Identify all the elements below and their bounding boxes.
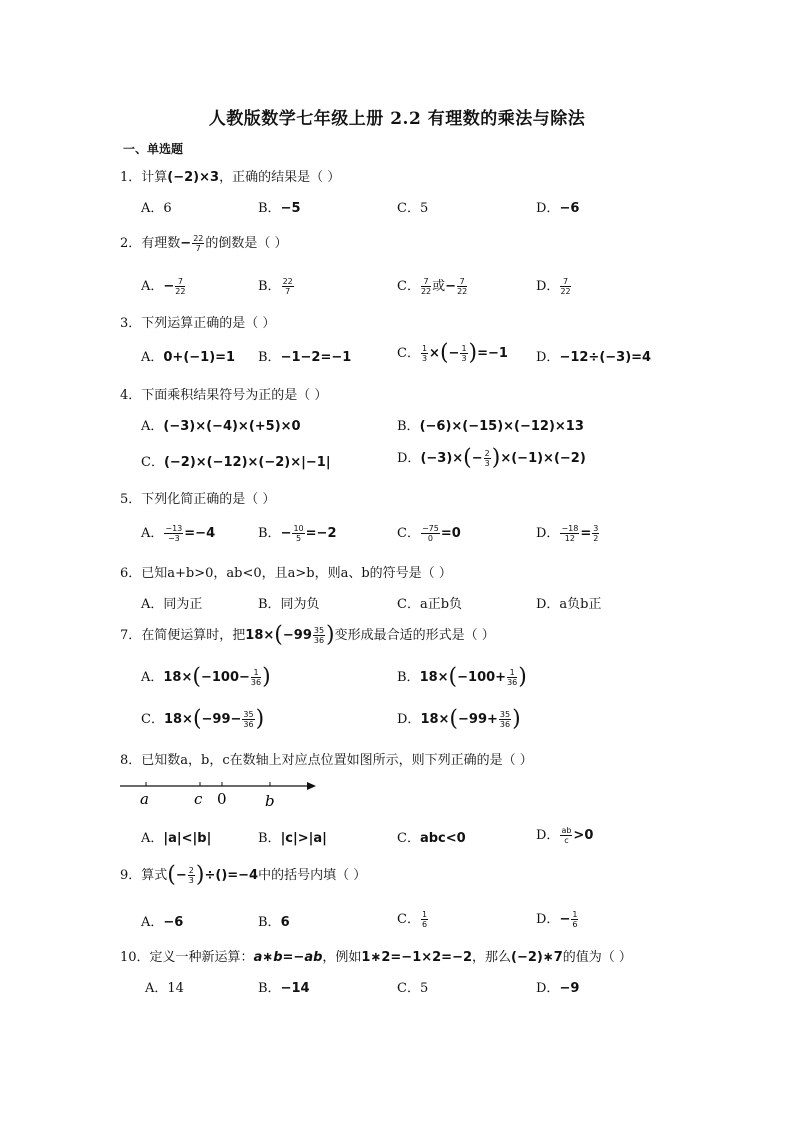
option-b [258, 911, 290, 930]
denominator: 36 [507, 678, 518, 687]
fraction [282, 277, 294, 296]
numerator: 1 [251, 668, 261, 678]
numerator: 2 [484, 449, 490, 458]
question-8 [120, 749, 533, 768]
question-text: 已知a+b>0，ab<0，且a>b，则a、b的符号是（ ） [141, 566, 452, 581]
option-value: −99− [201, 712, 242, 727]
times-sign: × [429, 346, 440, 361]
minus-sign: − [445, 279, 457, 294]
number-line-diagram [120, 776, 320, 810]
numerator: 1 [421, 910, 428, 919]
question-number: 9． [120, 868, 142, 883]
numerator: 35 [313, 626, 325, 635]
question-2 [120, 232, 288, 253]
option-c [141, 708, 264, 730]
paren-open: ( [449, 706, 459, 732]
denominator: −3 [167, 534, 180, 543]
section-heading: 一、单选题 [123, 142, 184, 156]
paren-close: ) [512, 706, 521, 732]
option-a [141, 275, 186, 296]
option-b [397, 415, 584, 434]
option-d [536, 522, 600, 543]
question-number: 7． [120, 628, 142, 643]
denominator: 22 [560, 287, 571, 296]
option-label: A． [141, 831, 164, 846]
question-text: 变形成最合适的形式是（ ） [334, 628, 495, 643]
option-a [141, 827, 211, 846]
option-label: D． [536, 912, 560, 927]
option-label: B． [258, 915, 281, 930]
axis-label-b: b [265, 792, 275, 810]
option-b [397, 666, 527, 688]
denominator: 22 [175, 287, 186, 296]
mixed-number: −99 [282, 628, 312, 643]
equals-sign: = [580, 526, 592, 541]
numerator: 2 [188, 866, 194, 875]
paren-open: ( [167, 862, 176, 888]
option-a: A．同为正 [141, 597, 203, 612]
paren-close: ) [255, 706, 265, 732]
question-5 [120, 488, 275, 507]
question-text: 下面乘积结果符号为正的是（ ） [141, 388, 328, 403]
denominator: 7 [195, 244, 201, 253]
option-label: C． [397, 279, 420, 294]
minus-sign: − [280, 526, 292, 541]
denominator: 3 [421, 354, 428, 363]
denominator: 2 [593, 534, 599, 543]
minus-sign: − [180, 236, 192, 251]
option-value: 18× [419, 670, 449, 685]
option-label: D． [536, 279, 560, 294]
axis-label-c: c [194, 790, 203, 808]
denominator: 22 [457, 287, 468, 296]
denominator: 12 [564, 534, 575, 543]
option-label: B． [397, 419, 420, 434]
option-d [536, 908, 579, 929]
question-number: 2． [120, 236, 142, 251]
option-a [141, 666, 271, 688]
option-c [397, 827, 466, 846]
or-text: 或 [432, 279, 446, 294]
option-label: D． [536, 526, 560, 541]
option-value: −14 [280, 981, 310, 996]
option-label: B． [258, 981, 281, 996]
fraction [421, 910, 428, 929]
question-text: 有理数 [141, 236, 181, 251]
denominator: 3 [484, 459, 490, 468]
option-value: (−2)×(−12)×(−2)×|−1| [163, 455, 331, 470]
option-value: −5 [280, 201, 301, 216]
denominator: 6 [572, 920, 578, 929]
paren-close: ) [491, 445, 501, 471]
denominator: 0 [427, 534, 433, 543]
denominator: 3 [188, 876, 194, 885]
option-a: A．6 [141, 201, 172, 216]
fraction [188, 866, 195, 885]
fraction [242, 710, 254, 729]
option-value: =−2 [305, 526, 337, 541]
option-c [397, 908, 429, 929]
fraction [251, 668, 261, 687]
paren-open: ( [448, 664, 458, 690]
option-value: −6 [163, 915, 184, 930]
numerator: 35 [499, 710, 511, 719]
question-1 [120, 166, 340, 185]
fraction [560, 524, 579, 543]
option-label: A． [141, 419, 164, 434]
arrow-icon [307, 782, 316, 790]
denominator: 3 [461, 354, 467, 363]
denominator: c [564, 836, 569, 845]
axis-label-zero: 0 [217, 790, 227, 808]
option-d: D．a负b正 [536, 597, 602, 612]
math-expression: (−2)×3 [167, 170, 220, 185]
option-label: B． [258, 831, 281, 846]
option-b [258, 522, 337, 543]
question-3 [120, 312, 275, 331]
fraction [592, 524, 599, 543]
paren-close: ) [518, 664, 527, 690]
question-text: 的倒数是（ ） [205, 236, 288, 251]
denominator: 36 [499, 720, 511, 729]
option-label: C． [397, 912, 420, 927]
option-value: −100+ [457, 670, 507, 685]
math-expression: ÷()=−4 [204, 868, 259, 883]
paren-close: ) [195, 862, 205, 888]
numerator: ab [561, 826, 572, 835]
paren-close: ) [326, 622, 335, 648]
denominator: 36 [243, 720, 254, 729]
option-c: C．a正b负 [397, 597, 463, 612]
numerator: 7 [175, 277, 185, 287]
page-title: 人教版数学七年级上册 2.2 有理数的乘法与除法 [208, 109, 586, 129]
option-c [397, 522, 461, 543]
numerator: 35 [243, 710, 254, 719]
option-value: (−6)×(−15)×(−12)×13 [419, 419, 584, 434]
option-label: D． [397, 712, 421, 727]
option-label: A． [141, 915, 164, 930]
option-b [258, 827, 327, 846]
option-a [141, 911, 183, 930]
option-label: B． [397, 670, 420, 685]
question-number: 8． [120, 753, 142, 768]
numerator: 7 [421, 277, 431, 287]
option-value: abc<0 [419, 831, 466, 846]
fraction [571, 910, 578, 929]
numerator: 22 [193, 234, 204, 243]
minus-sign: − [163, 279, 175, 294]
fraction [457, 277, 467, 296]
option-label: A． [141, 350, 164, 365]
option-value: 6 [280, 915, 290, 930]
option-a [141, 415, 301, 434]
paren-open: ( [463, 445, 472, 471]
option-d [536, 824, 593, 845]
option-label: B． [258, 350, 281, 365]
option-label: C． [397, 526, 420, 541]
paren-close: ) [262, 664, 271, 690]
math-expression: (−2)∗7 [511, 950, 563, 965]
question-text: 定义一种新运算： [149, 950, 254, 965]
question-number: 1． [120, 170, 142, 185]
question-number: 6． [120, 566, 142, 581]
fraction [421, 524, 440, 543]
question-text: 的值为（ ） [562, 950, 632, 965]
option-label: A． [141, 526, 164, 541]
question-text: ，例如 [322, 950, 362, 965]
option-value: −12÷(−3)=4 [559, 350, 652, 365]
question-text: 下列运算正确的是（ ） [141, 316, 276, 331]
question-text: 在简便运算时，把 [141, 628, 246, 643]
option-label: C． [397, 346, 420, 361]
option-a: A．14 [145, 981, 184, 996]
math-expression: a∗b=−ab [253, 950, 323, 965]
numerator: 1 [461, 344, 467, 353]
option-label: A． [141, 279, 164, 294]
option-label: D． [536, 350, 560, 365]
denominator: 7 [285, 287, 291, 296]
fraction [560, 826, 572, 845]
numerator: 1 [421, 344, 428, 353]
question-text: 计算 [141, 170, 168, 185]
option-c [141, 451, 331, 470]
denominator: 5 [296, 534, 302, 543]
option-label: B． [258, 201, 281, 216]
option-label: C． [141, 455, 164, 470]
option-value: 18× [420, 712, 450, 727]
paren-open: ( [192, 706, 202, 732]
question-text: 下列化简正确的是（ ） [141, 492, 276, 507]
question-10 [120, 946, 632, 965]
option-label: B． [258, 279, 281, 294]
option-label: D． [536, 201, 560, 216]
option-value: −6 [559, 201, 580, 216]
option-c [397, 275, 468, 296]
option-label: B． [258, 526, 281, 541]
paren-open: ( [274, 622, 283, 648]
fraction [313, 626, 325, 645]
option-value: 18× [163, 712, 193, 727]
option-value: (−3)×(−4)×(+5)×0 [163, 419, 301, 434]
option-value: −100− [200, 670, 250, 685]
option-value: |c|>|a| [280, 831, 327, 846]
option-value: ×(−1)×(−2) [500, 451, 586, 466]
numerator: −18 [561, 524, 579, 533]
numerator: −75 [421, 524, 439, 533]
question-6 [120, 562, 452, 581]
option-label: D． [397, 451, 421, 466]
numerator: 22 [282, 277, 293, 286]
option-c: C．5 [397, 981, 429, 996]
numerator: 7 [457, 277, 467, 287]
denominator: 36 [250, 678, 262, 687]
option-value: |a|<|b| [163, 831, 212, 846]
minus-sign: − [559, 912, 571, 927]
question-7 [120, 624, 495, 646]
question-text: ，那么 [472, 950, 512, 965]
option-d [536, 197, 579, 216]
option-value: =0 [440, 526, 461, 541]
fraction [292, 524, 304, 543]
option-a [141, 522, 215, 543]
option-value: (−3)× [420, 451, 464, 466]
option-b [258, 275, 295, 296]
option-b: B．同为负 [258, 597, 320, 612]
question-text: 已知数a，b，c在数轴上对应点位置如图所示，则下列正确的是（ ） [141, 753, 533, 768]
minus-sign: − [175, 868, 187, 883]
option-b [258, 977, 310, 996]
math-expression: 1∗2=−1×2=−2 [361, 950, 473, 965]
fraction [421, 344, 428, 363]
minus-sign: − [471, 451, 483, 466]
question-text: 算式 [141, 868, 168, 883]
denominator: 6 [421, 920, 428, 929]
option-label: C． [397, 831, 420, 846]
option-c: C．5 [397, 201, 429, 216]
option-value: −1−2=−1 [280, 350, 352, 365]
option-label: A． [141, 670, 164, 685]
fraction [421, 277, 431, 296]
question-text: ，正确的结果是（ ） [219, 170, 341, 185]
denominator: 36 [313, 636, 325, 645]
option-d [536, 275, 572, 296]
question-text: 中的括号内填（ ） [258, 868, 367, 883]
denominator: 22 [420, 287, 432, 296]
option-value: =−4 [184, 526, 216, 541]
fraction [164, 524, 183, 543]
numerator: 7 [560, 277, 570, 287]
option-d [397, 708, 521, 730]
option-value: >0 [573, 828, 594, 843]
option-value: 18× [163, 670, 193, 685]
option-label: D． [536, 828, 560, 843]
fraction [484, 449, 491, 468]
option-label: C． [141, 712, 164, 727]
question-number: 10． [120, 950, 150, 965]
fraction [507, 668, 517, 687]
question-4 [120, 384, 327, 403]
numerator: 1 [507, 668, 517, 678]
option-value: 0+(−1)=1 [163, 350, 236, 365]
question-number: 3． [120, 316, 142, 331]
option-c [397, 342, 508, 364]
option-value: −9 [559, 981, 580, 996]
option-d [536, 977, 579, 996]
axis-label-a: a [140, 790, 149, 808]
paren-close: ) [468, 340, 478, 366]
numerator: 3 [593, 524, 599, 533]
question-number: 4． [120, 388, 142, 403]
option-d [397, 447, 586, 469]
option-b [258, 346, 351, 365]
numerator: −13 [165, 524, 183, 533]
fraction [460, 344, 467, 363]
option-a [141, 346, 235, 365]
math-expression: 18× [245, 628, 275, 643]
question-9 [120, 864, 366, 886]
numerator: 1 [572, 910, 578, 919]
option-value: −99+ [458, 712, 498, 727]
fraction [192, 234, 204, 253]
option-label: D． [536, 981, 560, 996]
option-b [258, 197, 301, 216]
option-value: =−1 [477, 346, 508, 361]
fraction [560, 277, 570, 296]
option-d [536, 346, 651, 365]
minus-sign: − [448, 346, 460, 361]
paren-open: ( [192, 664, 201, 690]
paren-open: ( [439, 340, 449, 366]
numerator: 10 [293, 524, 304, 533]
question-number: 5． [120, 492, 142, 507]
fraction [175, 277, 185, 296]
fraction [499, 710, 511, 729]
